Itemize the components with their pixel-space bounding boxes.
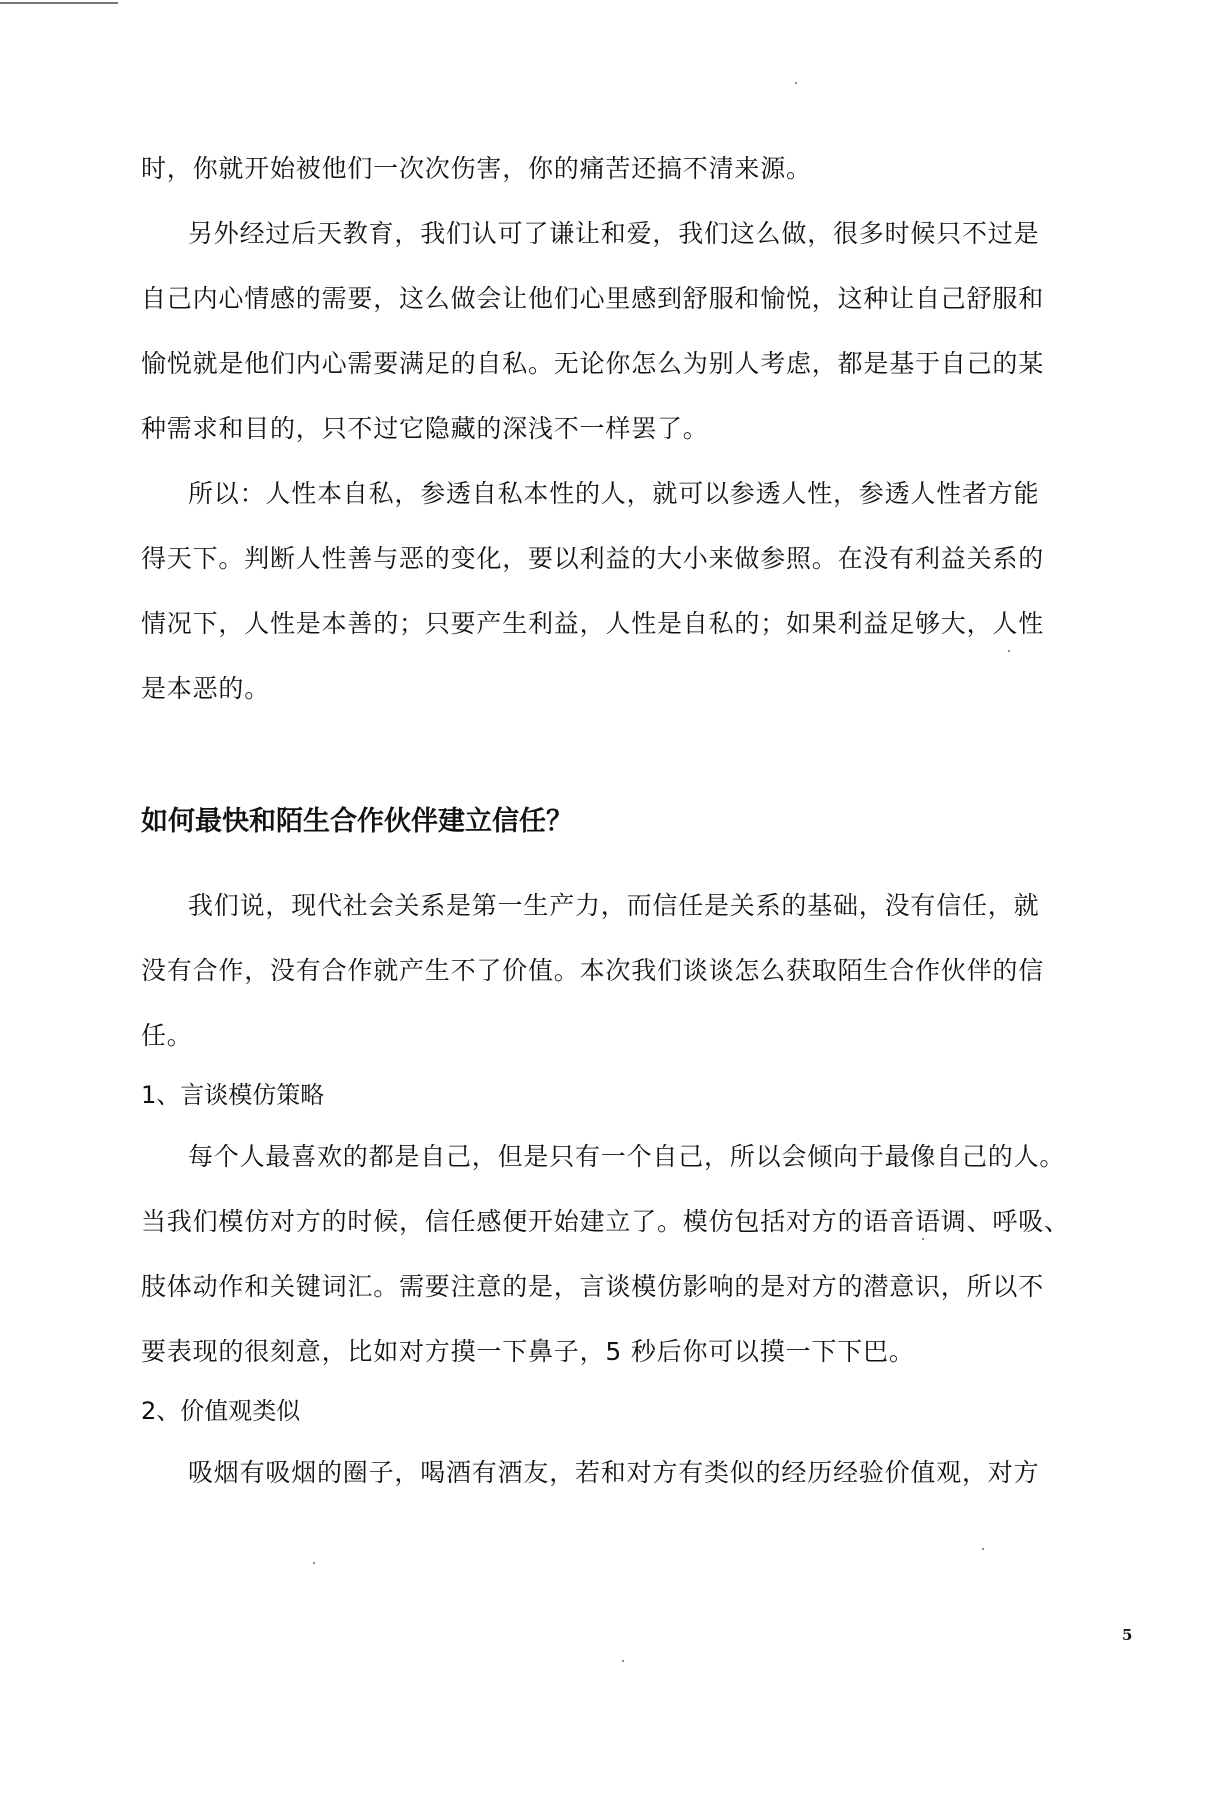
intro-paragraph bbox=[141, 873, 1139, 1068]
text-line: 愉悦就是他们内心需要满足的自私。无论你怎么为别人考虑，都是基于自己的某 bbox=[141, 349, 1045, 378]
paragraph bbox=[141, 136, 1139, 201]
text-line: 要表现的很刻意，比如对方摸一下鼻子，5 秒后你可以摸一下下巴。 bbox=[141, 1337, 915, 1366]
text-line: 每个人最喜欢的都是自己，但是只有一个自己，所以会倾向于最像自己的人。 bbox=[188, 1142, 1066, 1171]
section-heading: 如何最快和陌生合作伙伴建立信任？ bbox=[141, 806, 573, 837]
text-line: 肢体动作和关键词汇。需要注意的是，言谈模仿影响的是对方的潜意识，所以不 bbox=[141, 1272, 1045, 1301]
text-line: 种需求和目的，只不过它隐藏的深浅不一样罢了。 bbox=[141, 414, 709, 443]
text-line: 情况下，人性是本善的；只要产生利益，人性是自私的；如果利益足够大，人性 bbox=[141, 609, 1045, 638]
text-line: 另外经过后天教育，我们认可了谦让和爱，我们这么做，很多时候只不过是 bbox=[188, 219, 1040, 248]
page-number: 5 bbox=[1122, 1626, 1133, 1644]
scan-speck bbox=[622, 1660, 624, 1662]
scan-speck bbox=[982, 1548, 984, 1550]
subsection-body-1 bbox=[141, 1124, 1139, 1384]
subsection-title-2: 2、价值观类似 bbox=[141, 1397, 301, 1425]
text-line: 得天下。判断人性善与恶的变化，要以利益的大小来做参照。在没有利益关系的 bbox=[141, 544, 1045, 573]
text-line: 是本恶的。 bbox=[141, 674, 271, 703]
subsection-body-2 bbox=[141, 1440, 1139, 1505]
text-line: 时，你就开始被他们一次次伤害，你的痛苦还搞不清来源。 bbox=[141, 154, 812, 183]
text-line: 任。 bbox=[141, 1021, 193, 1050]
text-line: 吸烟有吸烟的圈子，喝酒有酒友，若和对方有类似的经历经验价值观，对方 bbox=[188, 1458, 1040, 1487]
scan-speck bbox=[313, 1562, 315, 1564]
text-line: 所以：人性本自私，参透自私本性的人，就可以参透人性，参透人性者方能 bbox=[188, 479, 1040, 508]
paragraph bbox=[141, 201, 1139, 461]
scan-edge-line bbox=[0, 2, 118, 4]
text-line: 没有合作，没有合作就产生不了价值。本次我们谈谈怎么获取陌生合作伙伴的信 bbox=[141, 956, 1045, 985]
subsection-title-1: 1、言谈模仿策略 bbox=[141, 1081, 325, 1109]
text-line: 我们说，现代社会关系是第一生产力，而信任是关系的基础，没有信任，就 bbox=[188, 891, 1040, 920]
scan-speck bbox=[795, 82, 797, 84]
text-line: 当我们模仿对方的时候，信任感便开始建立了。模仿包括对方的语音语调、呼吸、 bbox=[141, 1207, 1070, 1236]
document-body bbox=[141, 136, 1139, 1505]
text-line: 自己内心情感的需要，这么做会让他们心里感到舒服和愉悦，这种让自己舒服和 bbox=[141, 284, 1045, 313]
paragraph bbox=[141, 461, 1139, 721]
